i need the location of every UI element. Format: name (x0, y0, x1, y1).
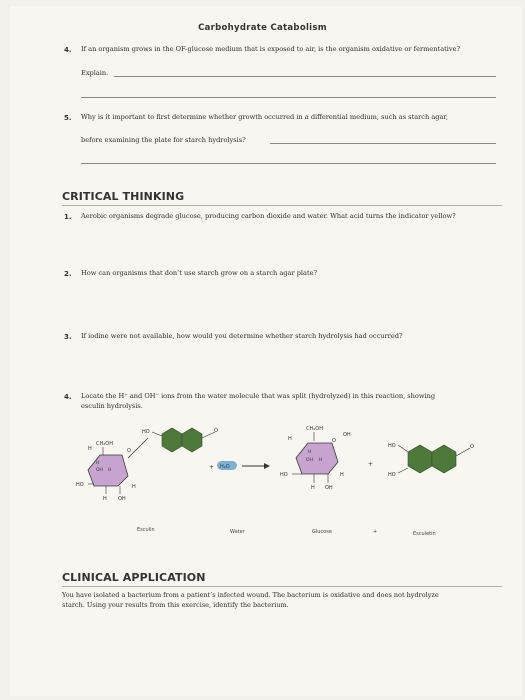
glucose-ring (296, 443, 338, 474)
question-5-number: 5. (64, 114, 72, 122)
esculin-ch2oh-label: CH₂OH (96, 441, 113, 447)
esculin-oh-label-2: OH (118, 496, 126, 502)
critical-question-1-number: 1. (64, 213, 72, 221)
critical-question-3-text: If iodine were not available, how would you determine whether starch hydrolysis had occurred? (81, 332, 403, 340)
critical-question-4-number: 4. (64, 393, 72, 401)
question-4-explain-label: Explain. (81, 69, 109, 77)
critical-question-1-text: Aerobic organisms degrade glucose, producing carbon dioxide and water. What acid turns the indicator yellow? (81, 212, 456, 220)
page-header: Carbohydrate Catabolism (198, 23, 327, 33)
water-formula: H₂O (220, 464, 230, 470)
esculin-ho-label-1: HO (76, 482, 84, 488)
critical-question-2-text: How can organisms that don’t use starch grow on a starch agar plate? (81, 269, 318, 277)
esculin-h-label-3: H (108, 468, 112, 473)
esculin-h-label-2: H (96, 461, 100, 466)
label-water: Water (230, 529, 245, 535)
glucose-oh-label-3: OH (325, 485, 333, 491)
glucose-ho-label: HO (280, 472, 288, 478)
reaction-plus-1: + (209, 464, 215, 471)
critical-question-2-number: 2. (64, 270, 72, 278)
clinical-application-heading: CLINICAL APPLICATION (62, 571, 206, 584)
reaction-plus-2: + (368, 461, 374, 468)
esculin-aglycone-rings (162, 428, 202, 452)
esculin-ho-label-2: HO (142, 429, 150, 435)
esculetin-carbonyl-oxygen: O (470, 444, 474, 450)
question-4-text: If an organism grows in the OF-glucose medium that is exposed to air, is the organism oxidative or fermentative? (81, 45, 461, 53)
glucose-ch2oh-label: CH₂OH (306, 426, 323, 432)
critical-question-4-text: Locate the H⁺ and OH⁻ ions from the water molecule that was split (hydrolyzed) in this reaction, showing (81, 392, 436, 400)
reaction-arrow-head (264, 463, 270, 469)
question-5-text: Why is it important to first determine whether growth occurred in a differential medium, such as starch agar, (81, 113, 448, 121)
esculetin-rings (408, 445, 456, 473)
glucose-h-label-1: H (288, 436, 292, 442)
question-4-answer-line-1[interactable] (114, 76, 496, 77)
glucose-h-label-2: H (308, 450, 312, 455)
esculin-h-label-1: H (88, 446, 92, 452)
esculin-hydrolysis-diagram (70, 418, 510, 548)
critical-question-3-number: 3. (64, 333, 72, 341)
glucose-oh-label-2: OH (306, 458, 313, 463)
question-5-text-continued: before examining the plate for starch hydrolysis? (81, 136, 246, 144)
question-5-answer-line-1[interactable] (270, 143, 496, 144)
question-4-number: 4. (64, 46, 72, 54)
clinical-text-line-1: You have isolated a bacterium from a patient’s infected wound. The bacterium is oxidative and does not hydrolyze (62, 591, 439, 599)
label-glucose: Glucose (312, 529, 332, 535)
clinical-application-rule (62, 586, 502, 587)
critical-thinking-heading: CRITICAL THINKING (62, 190, 185, 203)
critical-thinking-rule (62, 205, 502, 206)
esculin-oh-label: OH (96, 468, 103, 473)
glucose-h-label-5: H (311, 485, 315, 491)
esculin-h-label-5: H (103, 496, 107, 502)
glucose-ring-oxygen: O (332, 438, 336, 444)
question-4-answer-line-2[interactable] (81, 97, 496, 98)
glucose-oh-label-1: OH (343, 432, 351, 438)
question-5-answer-line-2[interactable] (81, 163, 496, 164)
label-esculetin: Esculetin (413, 531, 436, 537)
esculetin-ho-label-2: HO (388, 472, 396, 478)
esculin-carbonyl-oxygen: O (214, 428, 218, 434)
glucose-h-label-3: H (319, 458, 323, 463)
esculetin-ho-label-1: HO (388, 443, 396, 449)
label-esculin: Esculin (137, 527, 155, 533)
esculin-h-label-4: H (132, 484, 136, 490)
critical-question-4-text-continued: esculin hydrolysis. (81, 402, 143, 410)
glucose-h-label-4: H (340, 472, 344, 478)
label-plus: + (373, 529, 378, 535)
clinical-text-line-2: starch. Using your results from this exercise, identify the bacterium. (62, 601, 289, 609)
esculin-ring-oxygen: O (127, 448, 131, 454)
